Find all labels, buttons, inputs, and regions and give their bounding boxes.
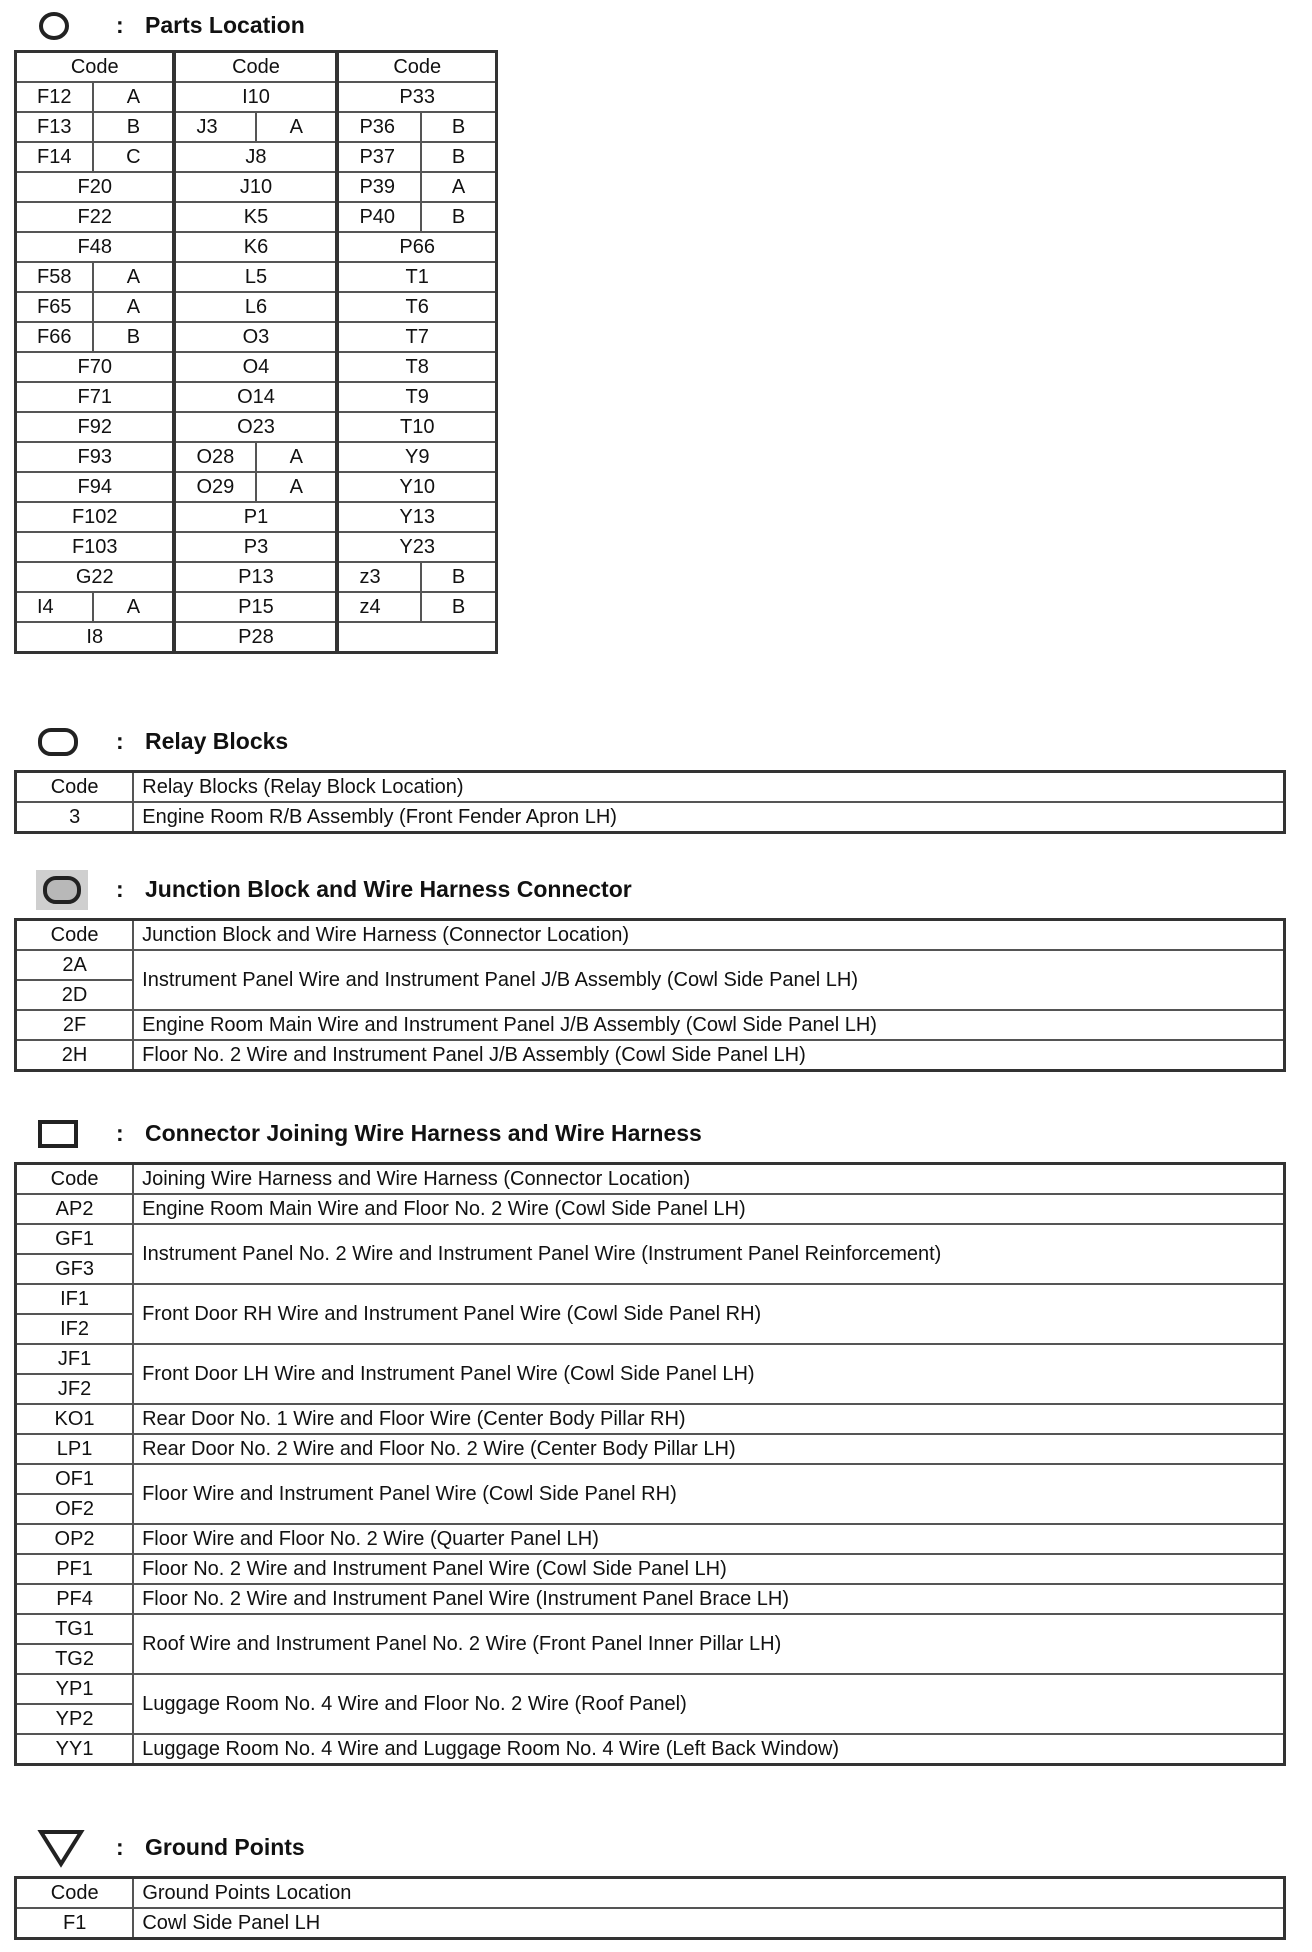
row-description: Luggage Room No. 4 Wire and Floor No. 2 Wire (Roof Panel) <box>133 1674 1284 1734</box>
rectangle-icon <box>36 1118 80 1155</box>
part-code: T9 <box>337 382 496 412</box>
row-code: JF1 <box>16 1344 134 1374</box>
part-sub-code: A <box>421 172 496 202</box>
row-code: OF2 <box>16 1494 134 1524</box>
table-row <box>16 802 1285 833</box>
part-code: z3 <box>337 562 421 592</box>
row-description: Luggage Room No. 4 Wire and Luggage Room No. 4 Wire (Left Back Window) <box>133 1734 1284 1765</box>
table-header-row <box>16 52 497 83</box>
part-code: J8 <box>174 142 337 172</box>
table-header-row <box>16 772 1285 803</box>
part-sub-code: A <box>93 262 174 292</box>
row-code: YP2 <box>16 1704 134 1734</box>
table-row <box>16 1224 1285 1254</box>
table-row <box>16 442 497 472</box>
row-code: AP2 <box>16 1194 134 1224</box>
circle-icon <box>36 10 72 47</box>
part-code: T1 <box>337 262 496 292</box>
part-code: O23 <box>174 412 337 442</box>
part-code: T7 <box>337 322 496 352</box>
row-code: IF2 <box>16 1314 134 1344</box>
part-code: L6 <box>174 292 337 322</box>
shaded-rounded-rect-icon <box>36 870 88 915</box>
part-code: P15 <box>174 592 337 622</box>
table-row <box>16 262 497 292</box>
table-row <box>16 322 497 352</box>
column-header: Ground Points Location <box>133 1878 1284 1909</box>
row-code: JF2 <box>16 1374 134 1404</box>
table-row <box>16 1404 1285 1434</box>
parts-location-title: Parts Location <box>145 12 305 38</box>
part-sub-code: A <box>93 82 174 112</box>
table-row <box>16 1040 1285 1071</box>
part-code: J3 <box>174 112 256 142</box>
table-row <box>16 532 497 562</box>
row-description: Instrument Panel No. 2 Wire and Instrument Panel Wire (Instrument Panel Reinforcement) <box>133 1224 1284 1284</box>
row-code: OF1 <box>16 1464 134 1494</box>
part-code: Y13 <box>337 502 496 532</box>
part-code: F66 <box>16 322 94 352</box>
row-description: Engine Room Main Wire and Floor No. 2 Wire (Cowl Side Panel LH) <box>133 1194 1284 1224</box>
part-code: O28 <box>174 442 256 472</box>
part-code: F71 <box>16 382 175 412</box>
part-code: P3 <box>174 532 337 562</box>
part-sub-code: B <box>93 322 174 352</box>
part-code: T10 <box>337 412 496 442</box>
row-code: YY1 <box>16 1734 134 1765</box>
part-code: F13 <box>16 112 94 142</box>
table-row <box>16 472 497 502</box>
row-code: TG1 <box>16 1614 134 1644</box>
part-code: F70 <box>16 352 175 382</box>
column-header: Code <box>16 1164 134 1195</box>
part-code: F14 <box>16 142 94 172</box>
row-description: Instrument Panel Wire and Instrument Panel J/B Assembly (Cowl Side Panel LH) <box>133 950 1284 1010</box>
row-description: Rear Door No. 2 Wire and Floor No. 2 Wire (Center Body Pillar LH) <box>133 1434 1284 1464</box>
row-description: Roof Wire and Instrument Panel No. 2 Wire (Front Panel Inner Pillar LH) <box>133 1614 1284 1674</box>
column-header: Code <box>16 772 134 803</box>
part-sub-code: B <box>421 592 496 622</box>
table-row <box>16 1584 1285 1614</box>
part-code: K6 <box>174 232 337 262</box>
part-code: P39 <box>337 172 421 202</box>
connectors-title: Connector Joining Wire Harness and Wire Harness <box>145 1120 702 1146</box>
row-description: Floor Wire and Floor No. 2 Wire (Quarter Panel LH) <box>133 1524 1284 1554</box>
colon: : <box>116 728 124 754</box>
table-row <box>16 82 497 112</box>
table-row <box>16 412 497 442</box>
table-header-row <box>16 1164 1285 1195</box>
colon: : <box>116 12 124 38</box>
table-row <box>16 1674 1285 1704</box>
colon: : <box>116 876 124 902</box>
part-code: F22 <box>16 202 175 232</box>
row-code: 2H <box>16 1040 134 1071</box>
part-code: F58 <box>16 262 94 292</box>
row-code: 3 <box>16 802 134 833</box>
row-code: 2D <box>16 980 134 1010</box>
row-description: Floor No. 2 Wire and Instrument Panel Wire (Cowl Side Panel LH) <box>133 1554 1284 1584</box>
table-header-row <box>16 920 1285 951</box>
column-header: Junction Block and Wire Harness (Connector Location) <box>133 920 1284 951</box>
part-code: F48 <box>16 232 175 262</box>
part-code: K5 <box>174 202 337 232</box>
colon: : <box>116 1834 124 1860</box>
part-sub-code: A <box>93 592 174 622</box>
part-sub-code: A <box>256 472 337 502</box>
ground-points-table <box>14 1876 1286 1940</box>
column-header: Code <box>337 52 496 83</box>
relay-blocks-table <box>14 770 1286 834</box>
table-row <box>16 292 497 322</box>
row-code: OP2 <box>16 1524 134 1554</box>
row-code: 2F <box>16 1010 134 1040</box>
table-header-row <box>16 1878 1285 1909</box>
part-code: G22 <box>16 562 175 592</box>
row-code: YP1 <box>16 1674 134 1704</box>
row-code: KO1 <box>16 1404 134 1434</box>
table-row <box>16 1554 1285 1584</box>
column-header: Code <box>16 1878 134 1909</box>
part-sub-code: B <box>93 112 174 142</box>
table-row <box>16 1194 1285 1224</box>
relay-blocks-title: Relay Blocks <box>145 728 289 754</box>
part-sub-code: B <box>421 142 496 172</box>
row-description: Floor Wire and Instrument Panel Wire (Cowl Side Panel RH) <box>133 1464 1284 1524</box>
column-header: Code <box>174 52 337 83</box>
part-code: O4 <box>174 352 337 382</box>
table-row <box>16 1464 1285 1494</box>
table-row <box>16 592 497 622</box>
row-description: Cowl Side Panel LH <box>133 1908 1284 1939</box>
part-code: I8 <box>16 622 175 653</box>
part-code: I10 <box>174 82 337 112</box>
table-row <box>16 172 497 202</box>
part-code: T8 <box>337 352 496 382</box>
table-row <box>16 1908 1285 1939</box>
table-row <box>16 1434 1285 1464</box>
table-row <box>16 1344 1285 1374</box>
part-code: F102 <box>16 502 175 532</box>
part-code: Y9 <box>337 442 496 472</box>
row-code: PF1 <box>16 1554 134 1584</box>
part-sub-code: B <box>421 562 496 592</box>
part-code: P37 <box>337 142 421 172</box>
table-row <box>16 1284 1285 1314</box>
part-sub-code: A <box>256 112 337 142</box>
table-row <box>16 622 497 653</box>
row-description: Floor No. 2 Wire and Instrument Panel Wire (Instrument Panel Brace LH) <box>133 1584 1284 1614</box>
part-code: F93 <box>16 442 175 472</box>
part-sub-code: B <box>421 202 496 232</box>
part-code: F103 <box>16 532 175 562</box>
part-code: P66 <box>337 232 496 262</box>
part-sub-code: C <box>93 142 174 172</box>
rounded-rect-icon <box>36 726 80 763</box>
part-code: P40 <box>337 202 421 232</box>
table-row <box>16 1734 1285 1765</box>
part-code: P33 <box>337 82 496 112</box>
part-code <box>337 622 496 653</box>
table-row <box>16 950 1285 980</box>
row-description: Front Door LH Wire and Instrument Panel Wire (Cowl Side Panel LH) <box>133 1344 1284 1404</box>
part-code: z4 <box>337 592 421 622</box>
row-code: IF1 <box>16 1284 134 1314</box>
part-code: F92 <box>16 412 175 442</box>
part-code: T6 <box>337 292 496 322</box>
part-code: P1 <box>174 502 337 532</box>
connectors-table <box>14 1162 1286 1766</box>
part-code: O14 <box>174 382 337 412</box>
row-description: Front Door RH Wire and Instrument Panel Wire (Cowl Side Panel RH) <box>133 1284 1284 1344</box>
row-code: LP1 <box>16 1434 134 1464</box>
table-row <box>16 232 497 262</box>
table-row <box>16 1010 1285 1040</box>
part-code: P36 <box>337 112 421 142</box>
part-code: O29 <box>174 472 256 502</box>
row-description: Engine Room Main Wire and Instrument Panel J/B Assembly (Cowl Side Panel LH) <box>133 1010 1284 1040</box>
column-header: Relay Blocks (Relay Block Location) <box>133 772 1284 803</box>
table-row <box>16 112 497 142</box>
table-row <box>16 502 497 532</box>
triangle-icon <box>36 1828 86 1873</box>
part-code: F12 <box>16 82 94 112</box>
part-code: F94 <box>16 472 175 502</box>
table-row <box>16 202 497 232</box>
table-row <box>16 562 497 592</box>
part-sub-code: A <box>93 292 174 322</box>
part-code: F20 <box>16 172 175 202</box>
table-row <box>16 352 497 382</box>
parts-location-table <box>14 50 498 654</box>
row-code: GF3 <box>16 1254 134 1284</box>
row-code: GF1 <box>16 1224 134 1254</box>
row-code: PF4 <box>16 1584 134 1614</box>
table-row <box>16 1614 1285 1644</box>
part-code: P13 <box>174 562 337 592</box>
row-code: TG2 <box>16 1644 134 1674</box>
junction-blocks-table <box>14 918 1286 1072</box>
column-header: Code <box>16 52 175 83</box>
part-code: L5 <box>174 262 337 292</box>
part-sub-code: A <box>256 442 337 472</box>
table-row <box>16 382 497 412</box>
table-row <box>16 1524 1285 1554</box>
part-code: Y23 <box>337 532 496 562</box>
column-header: Joining Wire Harness and Wire Harness (Connector Location) <box>133 1164 1284 1195</box>
row-description: Engine Room R/B Assembly (Front Fender Apron LH) <box>133 802 1284 833</box>
colon: : <box>116 1120 124 1146</box>
row-code: F1 <box>16 1908 134 1939</box>
ground-points-title: Ground Points <box>145 1834 305 1860</box>
part-code: Y10 <box>337 472 496 502</box>
part-code: J10 <box>174 172 337 202</box>
junction-blocks-title: Junction Block and Wire Harness Connector <box>145 876 632 902</box>
table-row <box>16 142 497 172</box>
part-code: F65 <box>16 292 94 322</box>
row-code: 2A <box>16 950 134 980</box>
part-code: O3 <box>174 322 337 352</box>
part-sub-code: B <box>421 112 496 142</box>
row-description: Rear Door No. 1 Wire and Floor Wire (Center Body Pillar RH) <box>133 1404 1284 1434</box>
part-code: P28 <box>174 622 337 653</box>
part-code: I4 <box>16 592 94 622</box>
column-header: Code <box>16 920 134 951</box>
row-description: Floor No. 2 Wire and Instrument Panel J/B Assembly (Cowl Side Panel LH) <box>133 1040 1284 1071</box>
